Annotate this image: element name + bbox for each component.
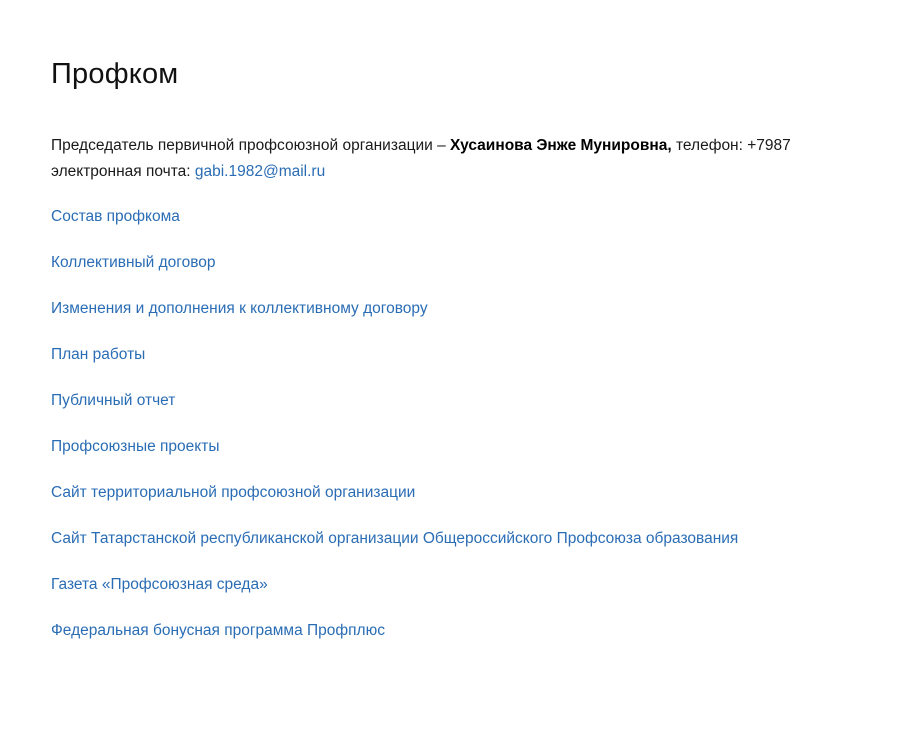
chair-name: Хусаинова Энже Мунировна, [450, 137, 672, 154]
email-line [51, 159, 900, 185]
link-staff[interactable]: Состав профкома [51, 208, 180, 225]
list-item [51, 528, 738, 574]
link-profplus[interactable]: Федеральная бонусная программа Профплюс [51, 622, 385, 639]
link-collective-agreement[interactable]: Коллективный договор [51, 254, 216, 271]
list-item [51, 298, 738, 344]
list-item [51, 482, 738, 528]
list-item [51, 344, 738, 390]
chair-phone: телефон: +7987 [671, 137, 791, 154]
page-title: Профком [51, 58, 179, 90]
link-territorial-site[interactable]: Сайт территориальной профсоюзной организации [51, 484, 416, 501]
list-item [51, 620, 738, 666]
link-union-projects[interactable]: Профсоюзные проекты [51, 438, 220, 455]
link-public-report[interactable]: Публичный отчет [51, 392, 176, 409]
list-item [51, 206, 738, 252]
email-label: электронная почта: [51, 163, 195, 180]
email-link[interactable]: gabi.1982@mail.ru [194, 163, 326, 180]
link-work-plan[interactable]: План работы [51, 346, 146, 363]
link-tatarstan-site[interactable]: Сайт Татарстанской республиканской организации Общероссийского Профсоюза образования [51, 530, 739, 547]
links-list [51, 206, 738, 666]
list-item [51, 390, 738, 436]
chair-info [51, 133, 900, 185]
page-content [51, 0, 900, 729]
link-agreement-changes[interactable]: Изменения и дополнения к коллективному договору [51, 300, 428, 317]
chair-line [51, 133, 900, 159]
link-newspaper[interactable]: Газета «Профсоюзная среда» [51, 576, 268, 593]
chair-prefix: Председатель первичной профсоюзной организации – [51, 137, 450, 154]
list-item [51, 436, 738, 482]
list-item [51, 574, 738, 620]
list-item [51, 252, 738, 298]
